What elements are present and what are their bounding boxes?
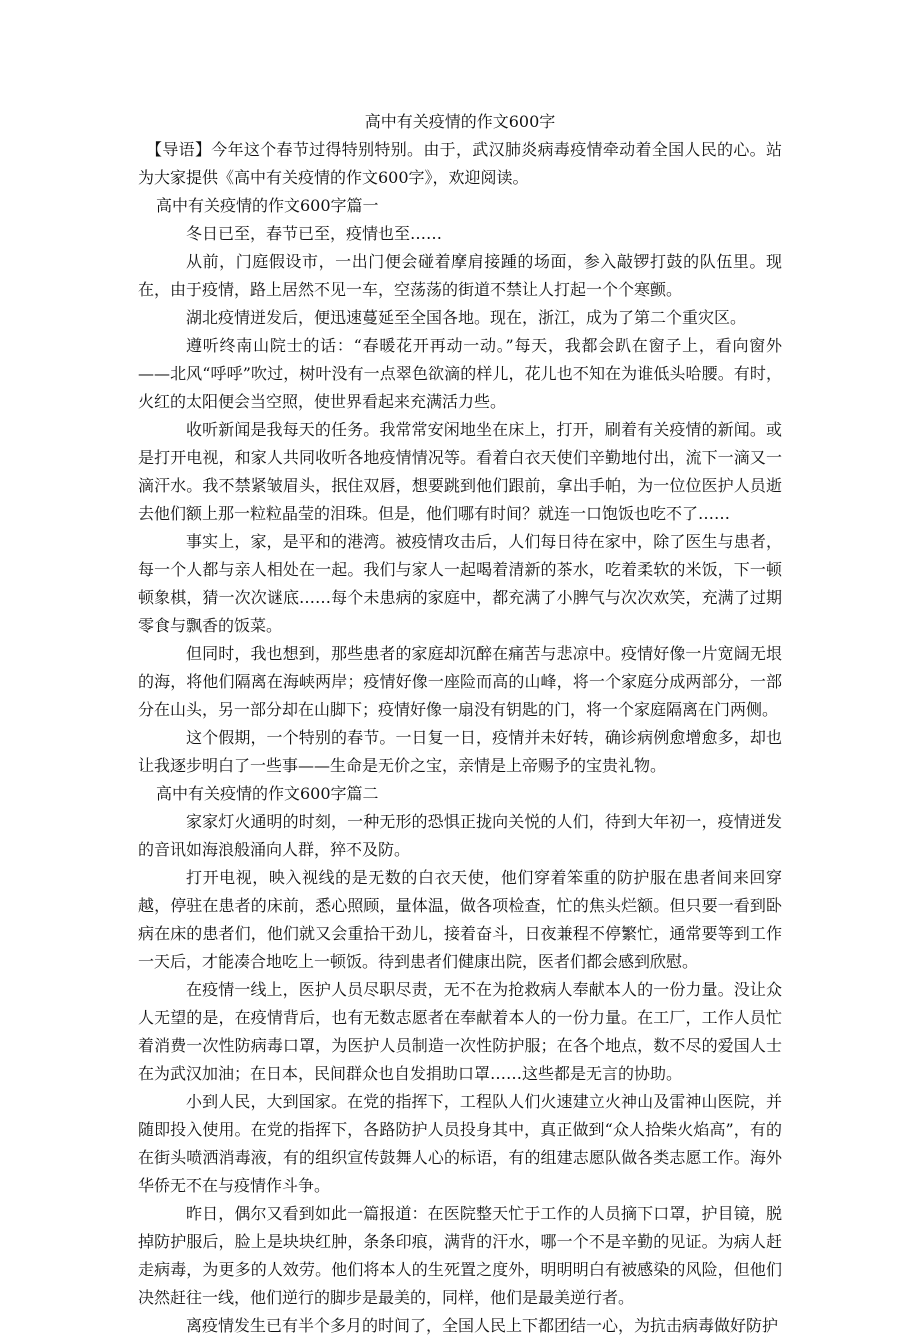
paragraph: 家家灯火通明的时刻，一种无形的恐惧正拢向关悦的人们，待到大年初一，疫情迸发的音讯如海浪般涌向人群，猝不及防。	[138, 812, 782, 859]
paragraph: 但同时，我也想到，那些患者的家庭却沉醉在痛苦与悲凉中。疫情好像一片宽阔无垠的海，将他们隔离在海峡两岸；疫情好像一座险而高的山峰，将一个家庭分成两部分，一部分在山头，另一部分却在山脚下；疫情好像一扇没有钥匙的门，将一个家庭隔离在门两侧。	[138, 644, 782, 719]
paragraph: 遵听终南山院士的话：“春暖花开再动一动。”每天，我都会趴在窗子上，看向窗外——北风“呼呼”吹过，树叶没有一点翠色欲滴的样儿，花儿也不知在为谁低头哈腰。有时，火红的太阳便会当空照，使世界看起来充满活力些。	[138, 336, 782, 411]
paragraph: 在疫情一线上，医护人员尽职尽责，无不在为抢救病人奉献本人的一份力量。没让众人无望的是，在疫情背后，也有无数志愿者在奉献着本人的一份力量。在工厂，工作人员忙着消费一次性防病毒口罩，为医护人员制造一次性防护服；在各个地点，数不尽的爱国人士在为武汉加油；在日本，民间群众也自发捐助口罩……这些都是无言的协助。	[138, 980, 782, 1083]
paragraph: 事实上，家，是平和的港湾。被疫情攻击后，人们每日待在家中，除了医生与患者，每一个人都与亲人相处在一起。我们与家人一起喝着清新的茶水，吃着柔软的米饭，下一顿顿象棋，猜一次次谜底……每个未患病的家庭中，都充满了小脾气与次次欢笑，充满了过期零食与飘香的饭菜。	[138, 532, 782, 635]
paragraph: 收听新闻是我每天的任务。我常常安闲地坐在床上，打开，刷着有关疫情的新闻。或是打开电视，和家人共同收听各地疫情情况等。看着白衣天使们辛勤地付出，流下一滴又一滴汗水。我不禁紧皱眉头，抿住双唇，想要跳到他们跟前，拿出手帕，为一位位医护人员逝去他们额上那一粒粒晶莹的泪珠。但是，他们哪有时间？就连一口饱饭也吃不了……	[138, 420, 782, 523]
paragraph: 打开电视，映入视线的是无数的白衣天使，他们穿着笨重的防护服在患者间来回穿越，停驻在患者的床前，悉心照顾，量体温，做各项检查，忙的焦头烂额。但只要一看到卧病在床的患者们，他们就又会重拾干劲儿，接着奋斗，日夜兼程不停繁忙，通常要等到工作一天后，才能凑合地吃上一顿饭。待到患者们健康出院，医者们都会感到欣慰。	[138, 868, 782, 971]
section-heading-2: 高中有关疫情的作文600字篇二	[156, 784, 379, 803]
paragraph: 离疫情发生已有半个多月的时间了，全国人民上下都团结一心，为抗击病毒做好防护	[186, 1316, 779, 1335]
paragraph: 小到人民，大到国家。在党的指挥下，工程队人们火速建立火神山及雷神山医院，并随即投入使用。在党的指挥下，各路防护人员投身其中，真正做到“众人拾柴火焰高”，有的在街头喷洒消毒液，有的组织宣传鼓舞人心的标语，有的组建志愿队做各类志愿工作。海外华侨无不在与疫情作斗争。	[138, 1092, 782, 1195]
paragraph: 昨日，偶尔又看到如此一篇报道：在医院整天忙于工作的人员摘下口罩，护目镜，脱掉防护服后，脸上是块块红肿，条条印痕，满背的汗水，哪一个不是辛勤的见证。为病人赶走病毒，为更多的人效劳。他们将本人的生死置之度外，明明明白有被感染的风险，但他们决然赶往一线，他们逆行的脚步是最美的，同样，他们是最美逆行者。	[138, 1204, 782, 1307]
paragraph: 湖北疫情迸发后，便迅速蔓延至全国各地。现在，浙江，成为了第二个重灾区。	[186, 308, 747, 327]
paragraph: 这个假期，一个特别的春节。一日复一日，疫情并未好转，确诊病例愈增愈多，却也让我逐步明白了一些事——生命是无价之宝，亲情是上帝赐予的宝贵礼物。	[138, 728, 782, 775]
section-heading-1: 高中有关疫情的作文600字篇一	[156, 196, 379, 215]
paragraph: 从前，门庭假设市，一出门便会碰着摩肩接踵的场面，参入敲锣打鼓的队伍里。现在，由于疫情，路上居然不见一车，空荡荡的街道不禁让人打起一个个寒颤。	[138, 252, 782, 299]
paragraph: 冬日已至，春节已至，疫情也至……	[186, 224, 443, 243]
document-intro: 【导语】今年这个春节过得特别特别。由于，武汉肺炎病毒疫情牵动着全国人民的心。站为大家提供《高中有关疫情的作文600字》，欢迎阅读。	[138, 140, 782, 187]
document-title: 高中有关疫情的作文600字	[364, 112, 556, 131]
